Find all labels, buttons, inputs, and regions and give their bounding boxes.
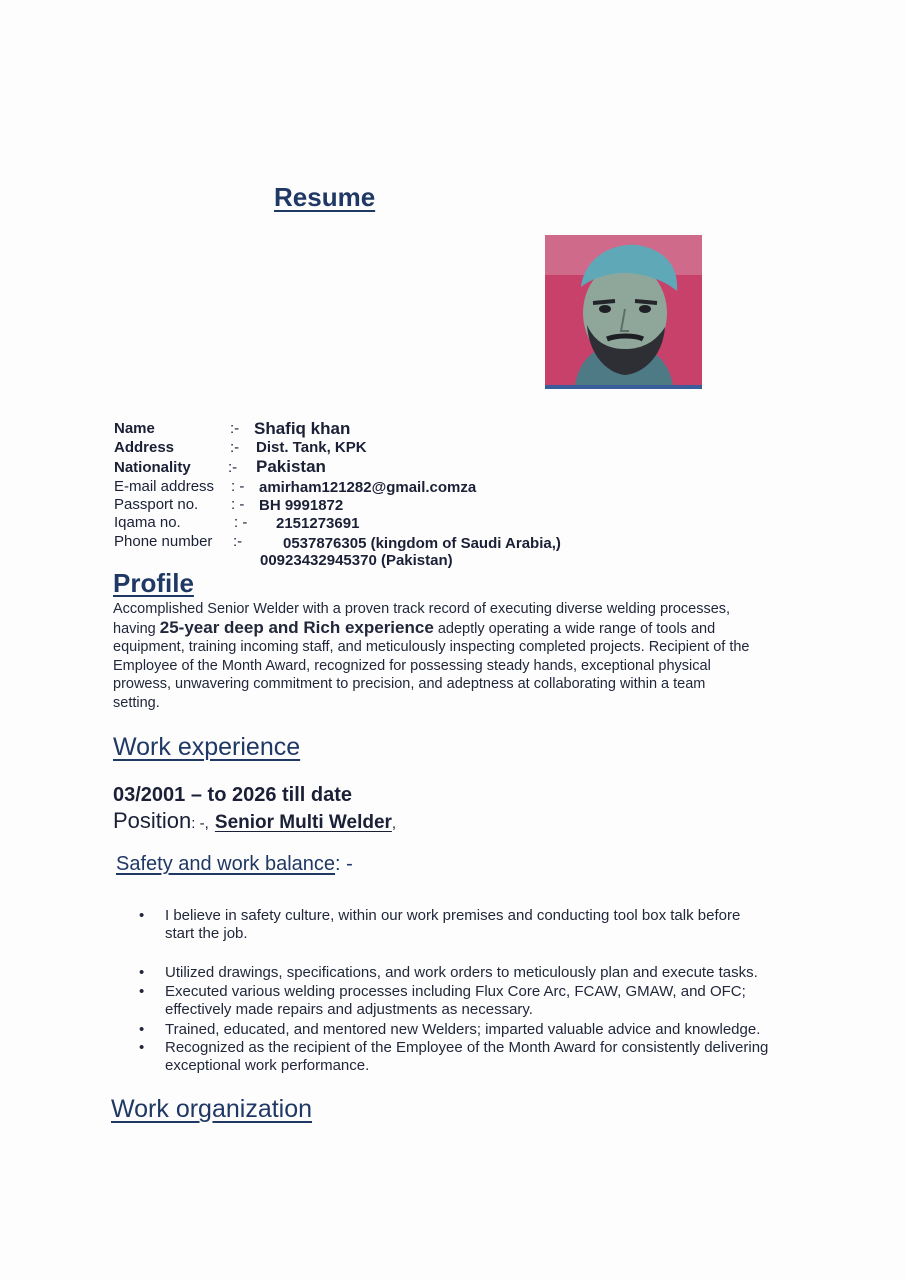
profile-line-1: Accomplished Senior Welder with a proven track record of executing diverse welding processes, xyxy=(113,601,731,617)
profile-photo-image xyxy=(545,235,702,389)
passport-separator: : - xyxy=(231,496,245,513)
safety-heading xyxy=(116,853,353,876)
phone-label: Phone number xyxy=(114,533,213,550)
profile-line-5: prowess, unwavering commitment to precision, and adeptness at collaborating within a team xyxy=(113,676,706,692)
nationality-label: Nationality xyxy=(114,459,191,476)
profile-heading: Profile xyxy=(113,568,194,598)
position-row xyxy=(113,808,396,834)
bullet-icon: • xyxy=(139,1021,145,1038)
list-item-line-2: effectively made repairs and adjustments as necessary. xyxy=(165,1001,533,1018)
email-label: E-mail address xyxy=(114,478,215,495)
bullet-icon: • xyxy=(139,983,145,1000)
phone-value-pakistan: 00923432945370 (Pakistan) xyxy=(260,552,453,569)
resume-title: Resume xyxy=(274,182,376,212)
profile-photo xyxy=(545,235,702,389)
list-item xyxy=(139,1021,761,1039)
list-item xyxy=(139,1039,769,1075)
passport-value: BH 9991872 xyxy=(259,497,344,514)
name-value: Shafiq khan xyxy=(254,419,351,438)
profile-line-2-start: having xyxy=(113,620,160,637)
list-item-line-1: I believe in safety culture, within our work premises and conducting tool box talk before xyxy=(165,907,741,924)
bullet-icon: • xyxy=(139,907,145,924)
email-value: amirham121282@gmail.comza xyxy=(259,479,477,496)
list-item-line-1: Executed various welding processes including Flux Core Arc, FCAW, GMAW, and OFC; xyxy=(165,983,746,1000)
address-value: Dist. Tank, KPK xyxy=(256,439,367,456)
nationality-value: Pakistan xyxy=(256,457,326,476)
work-organization-heading: Work organization xyxy=(111,1095,313,1123)
passport-label: Passport no. xyxy=(114,496,199,513)
list-item-line-2: start the job. xyxy=(165,925,248,942)
profile-line-3: equipment, training incoming staff, and meticulously inspecting completed projects. Recipient of the xyxy=(113,639,750,655)
profile-line-6: setting. xyxy=(113,694,160,711)
list-item-line-1: Trained, educated, and mentored new Welders; imparted valuable advice and knowledge. xyxy=(165,1021,761,1038)
position-value: Senior Multi Welder xyxy=(214,812,392,833)
name-separator: :- xyxy=(230,420,240,437)
profile-line-2-end: adeptly operating a wide range of tools and xyxy=(433,620,716,637)
list-item xyxy=(139,964,758,982)
bullet-icon: • xyxy=(139,964,145,981)
list-item xyxy=(139,983,746,1019)
position-trailing-comma: , xyxy=(391,815,397,832)
safety-heading-separator: : - xyxy=(335,853,353,875)
list-item-line-2: exceptional work performance. xyxy=(165,1057,370,1074)
name-label: Name xyxy=(114,420,155,437)
list-item-line-1: Utilized drawings, specifications, and work orders to meticulously plan and execute tasks. xyxy=(165,964,758,981)
iqama-separator: : - xyxy=(234,514,248,531)
address-label: Address xyxy=(114,439,175,456)
bullet-icon: • xyxy=(139,1039,145,1056)
phone-separator: :- xyxy=(233,533,243,550)
nationality-separator: :- xyxy=(228,459,238,476)
iqama-value: 2151273691 xyxy=(276,515,360,532)
email-separator: : - xyxy=(231,478,245,495)
employment-period: 03/2001 – to 2026 till date xyxy=(113,784,353,806)
profile-line-4: Employee of the Month Award, recognized for possessing steady hands, exceptional physical xyxy=(113,657,711,674)
iqama-label: Iqama no. xyxy=(114,514,181,531)
list-item xyxy=(139,907,741,943)
work-experience-heading: Work experience xyxy=(113,733,301,761)
profile-line-2 xyxy=(113,619,813,639)
safety-heading-text: Safety and work balance xyxy=(116,853,336,875)
list-item-line-1: Recognized as the recipient of the Employee of the Month Award for consistently delivering xyxy=(165,1039,769,1056)
profile-paragraph xyxy=(113,600,813,712)
profile-experience-highlight: 25-year deep and Rich experience xyxy=(159,617,434,637)
address-separator: :- xyxy=(230,439,240,456)
position-label: Position xyxy=(113,808,192,833)
position-separator: : -, xyxy=(191,815,209,832)
phone-value-saudi: 0537876305 (kingdom of Saudi Arabia,) xyxy=(283,535,561,552)
